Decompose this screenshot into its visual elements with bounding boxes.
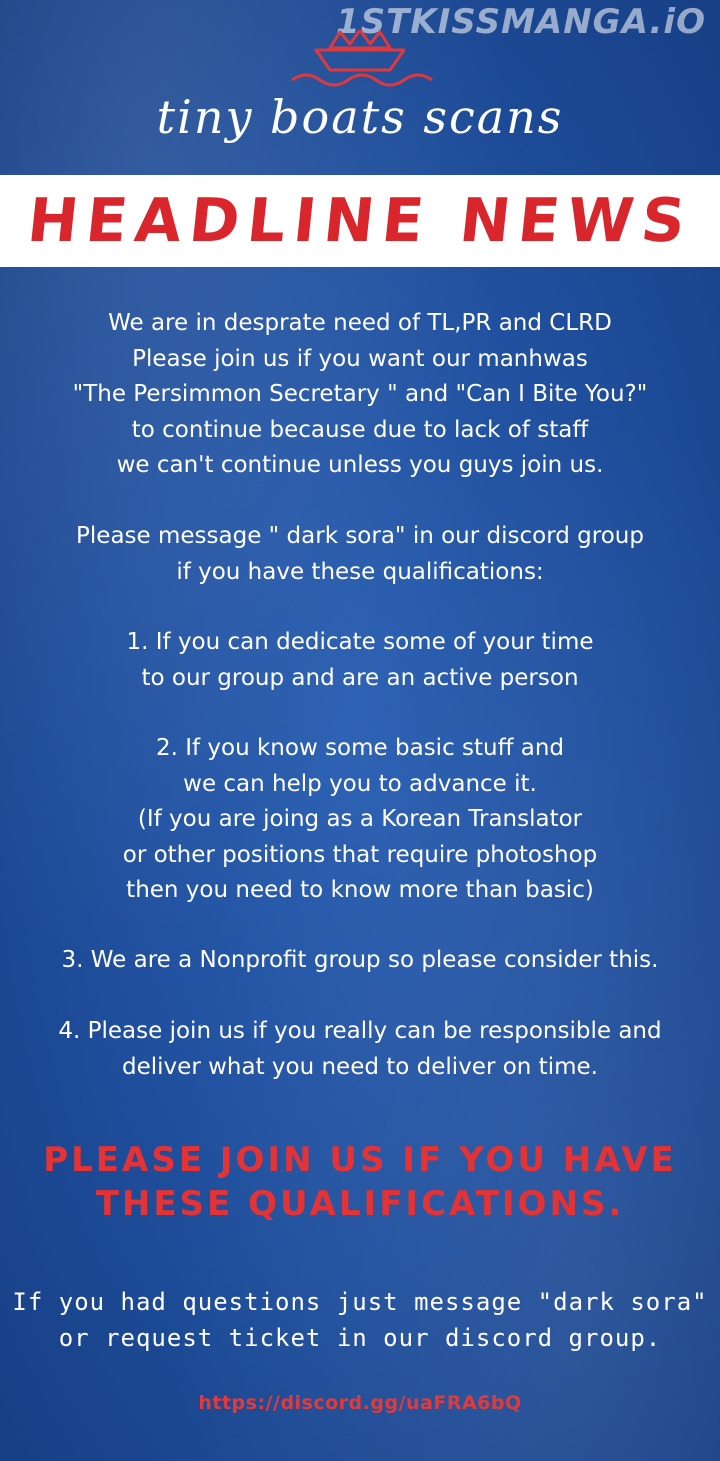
- text-line: Please message " dark sora" in our discord group: [76, 523, 644, 549]
- text-line: or other positions that require photoshop: [122, 841, 598, 868]
- text-line: to continue because due to lack of staff: [131, 416, 589, 443]
- qualification-item-2: [0, 731, 720, 909]
- text-line: Please join us if you want our manhwas: [132, 345, 588, 372]
- contact-paragraph: [0, 519, 720, 590]
- logo-wordmark: tiny boats scans: [156, 90, 564, 144]
- text-line: if you have these qualifications:: [176, 558, 544, 585]
- text-line: we can help you to advance it.: [183, 770, 537, 797]
- text-line: 3. We are a Nonprofit group so please consider this.: [61, 947, 659, 973]
- text-line: "The Persimmon Secretary " and "Can I Bite You?": [72, 381, 648, 407]
- text-line: deliver what you need to deliver on time.: [122, 1053, 598, 1080]
- cta-line: PLEASE JOIN US IF YOU HAVE: [43, 1140, 677, 1180]
- footer-message: [0, 1284, 720, 1356]
- qualification-item-3: [0, 943, 720, 979]
- qualification-item-4: [0, 1014, 720, 1085]
- discord-link[interactable]: https://discord.gg/uaFRA6bQ: [198, 1392, 522, 1414]
- text-line: We are in desprate need of TL,PR and CLRD: [108, 310, 612, 336]
- text-line: 4. Please join us if you really can be responsible and: [58, 1018, 662, 1044]
- cta-line: THESE QUALIFICATIONS.: [95, 1184, 625, 1224]
- text-line: (If you are joing as a Korean Translator: [137, 806, 583, 832]
- call-to-action: [0, 1138, 720, 1226]
- text-line: 2. If you know some basic stuff and: [155, 735, 565, 761]
- text-line: then you need to know more than basic): [126, 877, 594, 903]
- text-line: 1. If you can dedicate some of your time: [126, 629, 594, 655]
- text-line: we can't continue unless you guys join us.: [116, 452, 604, 478]
- text-line: If you had questions just message "dark sora": [12, 1288, 708, 1316]
- headline-title: HEADLINE NEWS: [23, 186, 697, 256]
- site-watermark: 1STKISSMANGA.iO: [335, 2, 706, 42]
- headline-banner: [0, 175, 720, 267]
- text-line: to our group and are an active person: [141, 664, 579, 691]
- group-logo: [0, 30, 720, 170]
- qualification-item-1: [0, 625, 720, 696]
- text-line: or request ticket in our discord group.: [58, 1324, 662, 1352]
- intro-paragraph: [0, 306, 720, 484]
- paper-boat-icon: [286, 30, 434, 92]
